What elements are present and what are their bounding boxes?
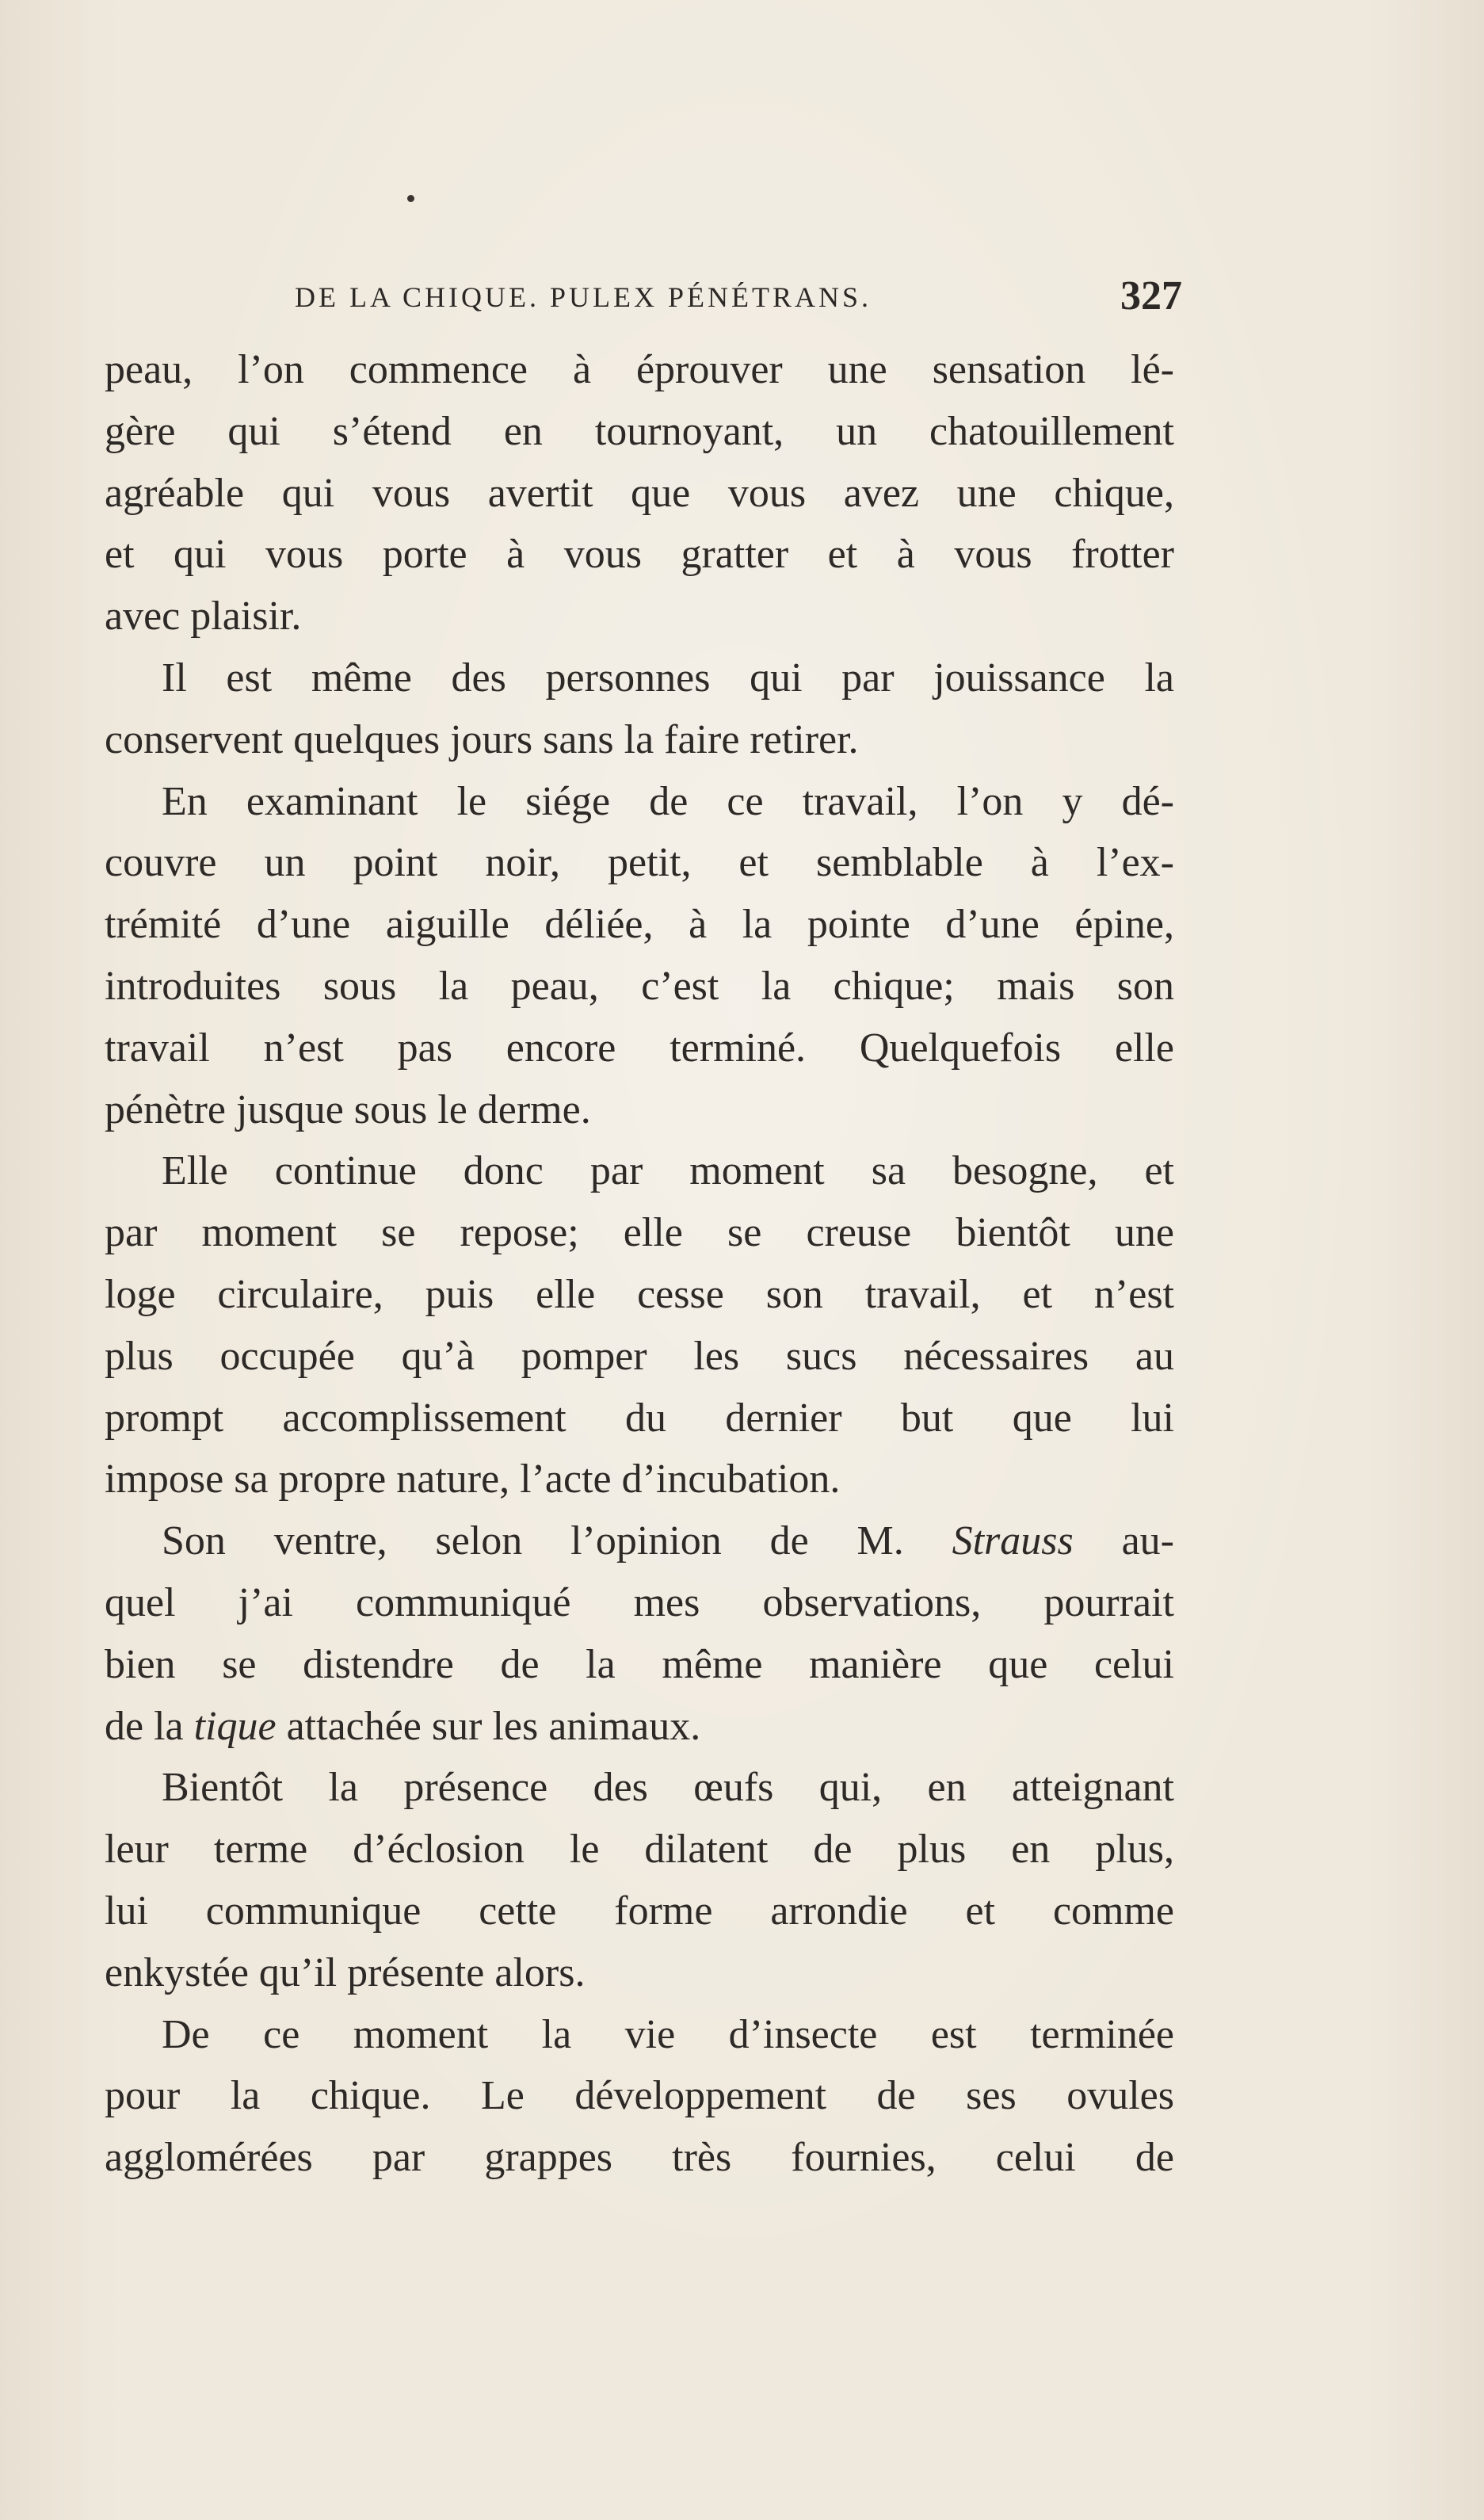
body-text [105, 339, 1174, 2189]
text-line: loge circulaire, puis elle cesse son travail, et n’est [105, 1271, 1174, 1317]
text-line: gère qui s’étend en tournoyant, un chatouillement [105, 408, 1174, 454]
text-line: trémité d’une aiguille déliée, à la pointe d’une épine, [105, 902, 1174, 948]
text-line: leur terme d’éclosion le dilatent de plus en plus, [105, 1827, 1174, 1873]
text-line: introduites sous la peau, c’est la chique; mais son [105, 963, 1174, 1009]
italic-word: tique [193, 1703, 277, 1749]
text-line: impose sa propre nature, l’acte d’incubation. [105, 1457, 841, 1502]
page-number: 327 [1120, 273, 1182, 319]
italic-word: Strauss [952, 1518, 1074, 1564]
text-line: avec plaisir. [105, 594, 302, 640]
text-line: agréable qui vous avertit que vous avez une chique, [105, 470, 1174, 516]
text-line: lui communique cette forme arrondie et comme [105, 1888, 1174, 1934]
text-line: conservent quelques jours sans la faire retirer. [105, 716, 859, 762]
text-line: Elle continue donc par moment sa besogne, et [162, 1148, 1174, 1194]
running-head: DE LA CHIQUE. PULEX PÉNÉTRANS. [295, 281, 872, 313]
text-line: plus occupée qu’à pomper les sucs nécessaires au [105, 1333, 1174, 1379]
text-line: travail n’est pas encore terminé. Quelquefois elle [105, 1025, 1174, 1071]
text-line: Son ventre, selon l’opinion de M. Strauss au- [162, 1518, 1174, 1564]
text-line: par moment se repose; elle se creuse bientôt une [105, 1210, 1174, 1256]
text-line: En examinant le siége de ce travail, l’on y dé- [162, 778, 1174, 824]
page-header [295, 269, 1182, 325]
text-line: quel j’ai communiqué mes observations, pourrait [105, 1579, 1174, 1625]
text-line: De ce moment la vie d’insecte est terminée [162, 2011, 1174, 2057]
text-line: pénètre jusque sous le derme. [105, 1086, 591, 1132]
text-line: agglomérées par grappes très fournies, celui de [105, 2135, 1174, 2181]
text-line: pour la chique. Le développement de ses ovules [105, 2073, 1174, 2119]
text-line: bien se distendre de la même manière que celui [105, 1641, 1174, 1687]
text-line: Il est même des personnes qui par jouissance la [162, 655, 1174, 701]
text-line: enkystée qu’il présente alors. [105, 1949, 586, 1995]
ink-speck [407, 195, 414, 202]
text-line: Bientôt la présence des œufs qui, en atteignant [162, 1765, 1174, 1811]
text-line: prompt accomplissement du dernier but que lui [105, 1395, 1174, 1441]
text-line: couvre un point noir, petit, et semblable à l’ex- [105, 840, 1174, 886]
text-line: et qui vous porte à vous gratter et à vous frotter [105, 532, 1174, 578]
text-line: peau, l’on commence à éprouver une sensation lé- [105, 347, 1174, 392]
text-line: de la tique attachée sur les animaux. [105, 1703, 701, 1749]
